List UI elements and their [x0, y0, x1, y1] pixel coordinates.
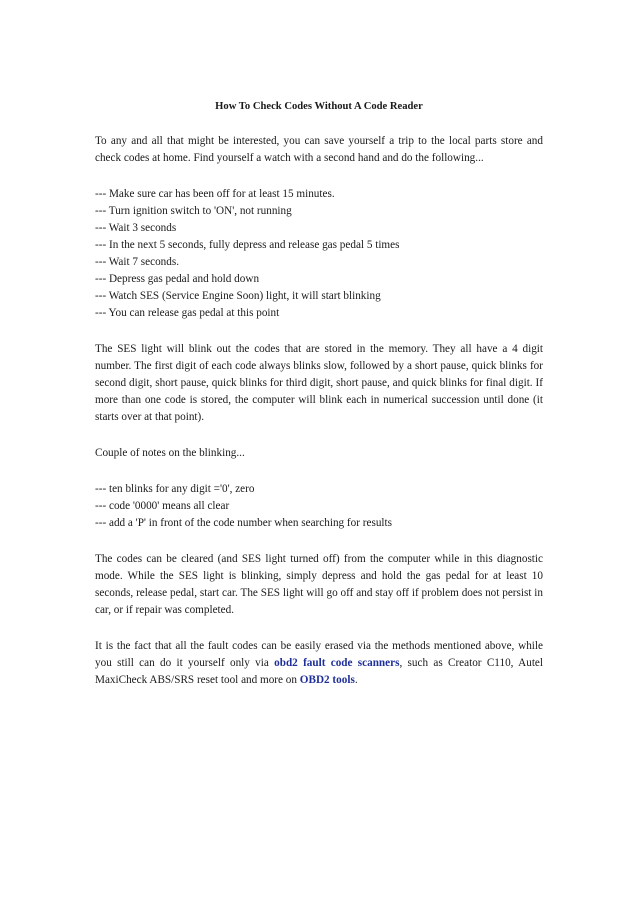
closing-text-end: . — [354, 674, 358, 686]
spacer — [95, 167, 543, 186]
list-item: --- Depress gas pedal and hold down — [95, 273, 260, 285]
document-title: How To Check Codes Without A Code Reader — [215, 101, 423, 112]
list-item: --- code '0000' means all clear — [95, 500, 230, 512]
notes-list — [95, 481, 543, 532]
spacer — [95, 532, 543, 551]
spacer — [95, 619, 543, 638]
spacer — [95, 426, 543, 445]
steps-list — [95, 186, 543, 322]
intro-paragraph: To any and all that might be interested, you can save yourself a trip to the local parts store and check codes at home. Find yourself a watch with a second hand and do the following... — [95, 135, 543, 164]
closing-paragraph — [95, 638, 543, 689]
clearing-paragraph: The codes can be cleared (and SES light turned off) from the computer while in this diagnostic mode. While the SES light is blinking, simply depress and hold the gas pedal for at least 10 seconds, release pedal, start car. The SES light will go off and stay off if problem does not persist in car, or if repair was completed. — [95, 553, 543, 616]
list-item: --- add a 'P' in front of the code number when searching for results — [95, 517, 392, 529]
list-item: --- Wait 3 seconds — [95, 222, 177, 234]
spacer — [95, 322, 543, 341]
obd2-tools-link[interactable]: OBD2 tools — [299, 674, 355, 686]
notes-heading: Couple of notes on the blinking... — [95, 447, 245, 459]
document-page — [95, 98, 543, 689]
list-item: --- In the next 5 seconds, fully depress and release gas pedal 5 times — [95, 239, 400, 251]
explanation-paragraph: The SES light will blink out the codes that are stored in the memory. They all have a 4 digit number. The first digit of each code always blinks slow, followed by a short pause, quick blinks for second digit, short pause, quick blinks for third digit, short pause, and quick blinks for final digit. If more than one code is stored, the computer will blink each in numerical succession until done (it starts over at that point). — [95, 343, 543, 423]
list-item: --- Wait 7 seconds. — [95, 256, 180, 268]
list-item: --- Watch SES (Service Engine Soon) light, it will start blinking — [95, 290, 381, 302]
list-item: --- Turn ignition switch to 'ON', not running — [95, 205, 292, 217]
obd2-scanners-link[interactable]: obd2 fault code scanners — [274, 657, 400, 669]
spacer — [95, 462, 543, 481]
closing-text-start: It is the fact that all the fault codes can be easily erased via the methods mentioned above, while you still can do it yourself only via — [95, 640, 543, 669]
list-item: --- Make sure car has been off for at least 15 minutes. — [95, 188, 335, 200]
list-item: --- You can release gas pedal at this point — [95, 307, 280, 319]
closing-text-middle: , such as Creator C110, Autel MaxiCheck ABS/SRS reset tool and more on — [95, 657, 543, 686]
list-item: --- ten blinks for any digit ='0', zero — [95, 483, 255, 495]
